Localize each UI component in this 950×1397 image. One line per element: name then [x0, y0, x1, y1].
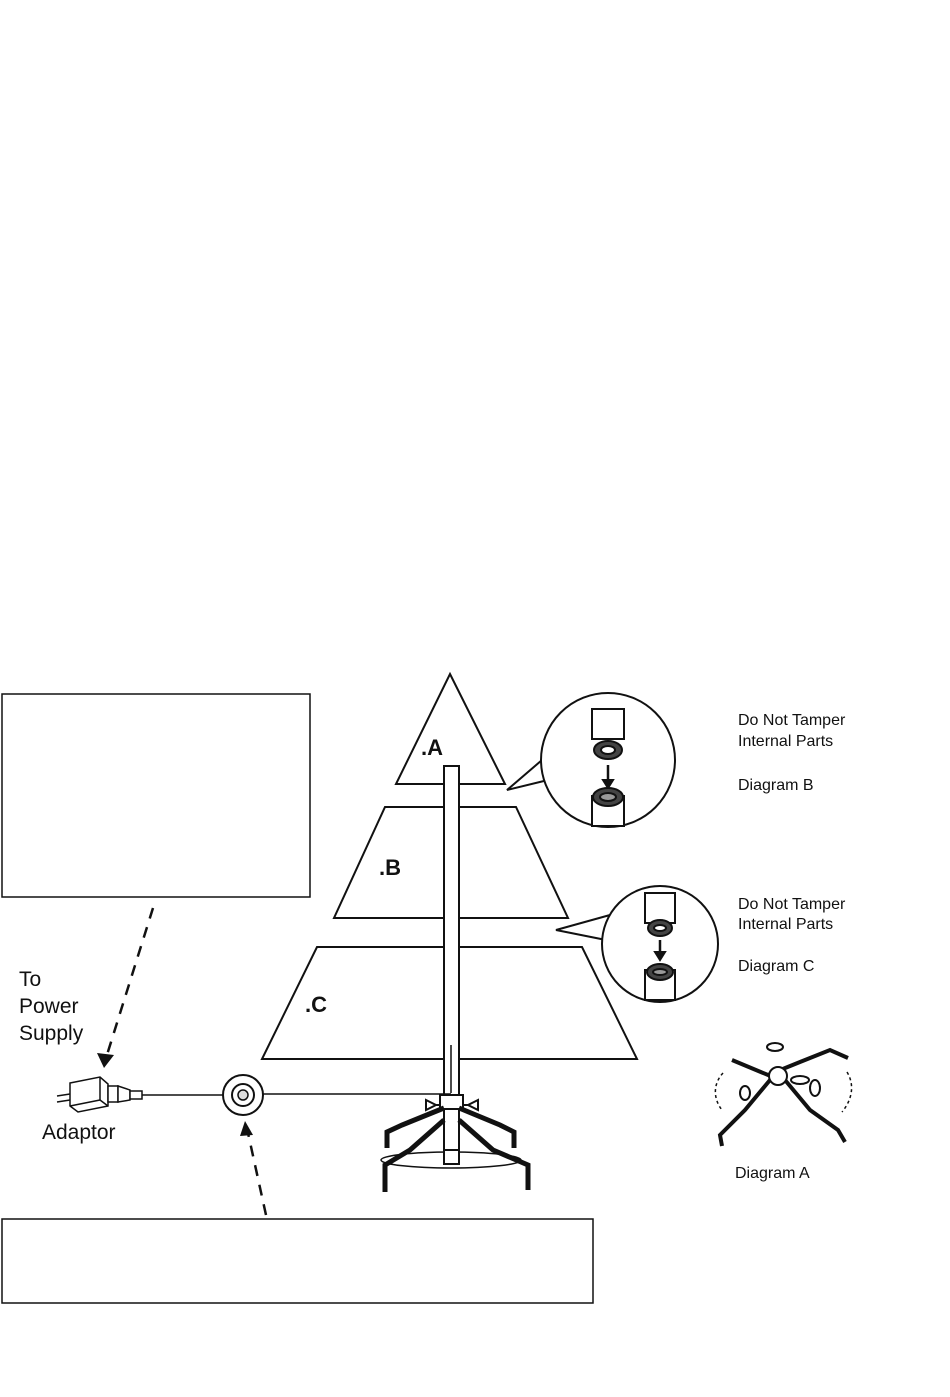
- adaptor-icon: [57, 1077, 142, 1112]
- adaptor-label: Adaptor: [42, 1121, 116, 1144]
- callout-b-warning-line2: Internal Parts: [738, 733, 834, 750]
- info-box-bottom: [2, 1219, 593, 1303]
- power-cable: [142, 1094, 451, 1095]
- callout-c-caption: Diagram C: [738, 958, 815, 975]
- info-box-top: [2, 694, 310, 897]
- dashed-arrow-to-adaptor: [97, 908, 153, 1068]
- callout-c-warning-line1: Do Not Tamper: [738, 896, 846, 913]
- section-a-label: .A: [421, 735, 443, 760]
- callout-b-warning-line1: Do Not Tamper: [738, 712, 846, 729]
- diagram-a-caption: Diagram A: [735, 1165, 810, 1182]
- power-label-line2: Power: [19, 995, 79, 1018]
- callout-c-warning-line2: Internal Parts: [738, 916, 834, 933]
- power-label-line3: Supply: [19, 1022, 84, 1045]
- section-b-label: .B: [379, 855, 401, 880]
- dashed-arrow-to-controller: [240, 1121, 266, 1215]
- section-c-label: .C: [305, 992, 327, 1017]
- callout-b-caption: Diagram B: [738, 777, 814, 794]
- diagram-a-stand-illustration: [715, 1043, 851, 1146]
- callout-b: [507, 693, 675, 827]
- power-label-line1: To: [19, 968, 42, 991]
- controller-icon: [223, 1075, 263, 1115]
